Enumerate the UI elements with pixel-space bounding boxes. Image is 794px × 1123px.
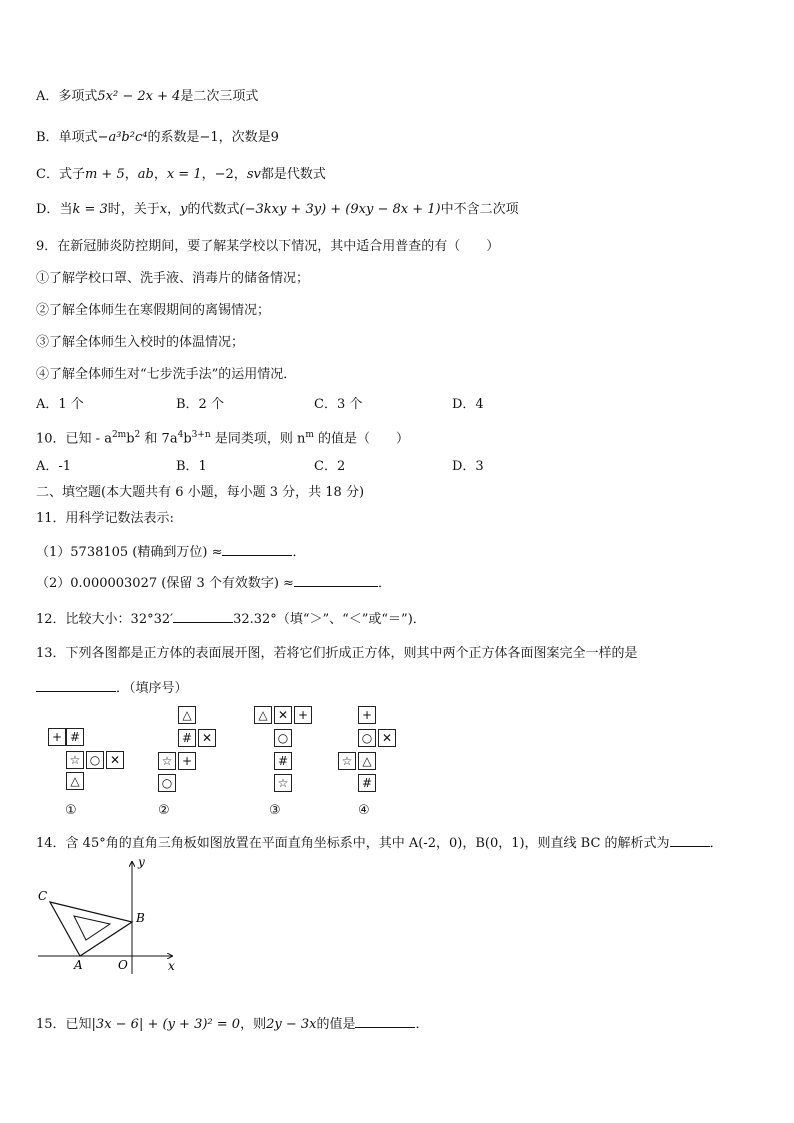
answer-blank[interactable]	[670, 832, 710, 847]
star-icon: ☆	[338, 752, 356, 770]
q11-stem: 11．用科学记数法表示:	[36, 511, 174, 526]
star-icon: ☆	[66, 751, 84, 769]
q10-option-d: D．3	[452, 459, 484, 474]
math-expr: x = 1	[166, 167, 202, 182]
q9-item-1: ①了解学校口罩、洗手液、消毒片的储备情况；	[36, 271, 310, 286]
math-expr: m + 5	[84, 167, 125, 182]
net-label-1: ①	[65, 803, 77, 818]
text: 都是代数式	[260, 167, 326, 182]
text: ．（填序号）	[116, 681, 188, 696]
cross-icon: ✕	[274, 706, 292, 724]
q9-option-b: B．2 个	[176, 397, 224, 412]
text: （填“＞”、“＜”或“＝”)．	[276, 612, 426, 627]
cross-icon: ✕	[198, 729, 216, 747]
text: 14．含 45°角的直角三角板如图放置在平面直角坐标系中，其中 A(-2，0)，B(0，1)，则直线 BC 的解析式为	[36, 836, 670, 851]
label-O: O	[118, 958, 128, 972]
star-icon: ☆	[274, 774, 292, 792]
text: b	[183, 431, 192, 447]
q9-stem: 9．在新冠肺炎防控期间，要了解某学校以下情况，其中适合用普查的有（ ）	[36, 239, 500, 254]
label-C: C	[38, 889, 48, 903]
text: 单项式	[58, 130, 98, 145]
q8-option-b	[36, 129, 279, 147]
q15	[36, 1013, 428, 1034]
math-expr: 5x² − 2x + 4	[97, 89, 181, 104]
triangle-ruler-inner	[74, 916, 110, 940]
text: 的值是（ ）	[313, 431, 410, 447]
q10-stem	[36, 426, 409, 448]
text: b	[126, 431, 135, 447]
q9-option-d: D．4	[452, 397, 484, 412]
math-expr: sv	[246, 167, 261, 182]
q9-option-a: A．1 个	[36, 397, 84, 412]
math-expr: (−3kxy + 3y) + (9xy − 8x + 1)	[239, 202, 441, 217]
text: 10．已知 - a	[36, 431, 112, 447]
coordinate-figure	[30, 852, 200, 980]
section-heading: 二、填空题(本大题共有 6 小题，每小题 3 分，共 18 分)	[36, 485, 365, 500]
text: ，次数是	[218, 130, 271, 145]
label-x: x	[168, 959, 175, 973]
math-expr: k = 3	[72, 202, 108, 217]
text: 和 7a	[140, 431, 178, 447]
math-var: x	[159, 202, 168, 217]
q9-item-2: ②了解全体师生在寒假期间的离锡情况；	[36, 303, 271, 318]
text: ．	[292, 545, 306, 560]
q8-option-a	[36, 88, 258, 106]
cross-icon: ✕	[378, 729, 396, 747]
q8-option-c: C．式子m + 5，ab，x = 1，−2，sv都是代数式	[36, 167, 326, 182]
triangle-icon: △	[254, 706, 272, 724]
option-label: B．	[36, 130, 59, 145]
circle-icon: ○	[274, 729, 292, 747]
net-label-3: ③	[269, 803, 281, 818]
exponent: 2m	[111, 430, 127, 440]
exponent: 2	[134, 430, 141, 440]
triangle-ruler-outer	[50, 902, 132, 956]
circle-icon: ○	[86, 751, 104, 769]
text: ．	[377, 576, 391, 591]
label-A: A	[74, 958, 83, 972]
text: 12．比较大小：	[36, 612, 131, 627]
answer-blank[interactable]	[294, 572, 378, 587]
text: （2）0.000003027 (保留 3 个有效数字) ≈	[36, 576, 294, 591]
triangle-icon: △	[358, 752, 376, 770]
hash-icon: #	[178, 729, 196, 747]
math-value: 32.32°	[233, 612, 277, 627]
plus-icon: +	[178, 752, 196, 770]
q10-option-c: C．2	[314, 459, 346, 474]
text: 当	[59, 202, 73, 217]
math-expr: −2	[214, 167, 234, 182]
q8-option-d: D．当k = 3时，关于x，y的代数式(−3kxy + 3y) + (9xy − 8x + 1)中不含二次项	[36, 202, 519, 217]
q10-option-b: B．1	[176, 459, 207, 474]
text: ．	[709, 836, 723, 851]
text: 的值是	[316, 1017, 356, 1032]
math-expr: ab	[137, 167, 154, 182]
plus-icon: +	[48, 728, 66, 746]
math-var: y	[180, 202, 188, 217]
label-B: B	[136, 911, 145, 925]
circle-icon: ○	[158, 774, 176, 792]
text: 是同类项，则 n	[210, 431, 306, 447]
answer-blank[interactable]	[36, 677, 116, 692]
q11-part-2	[36, 572, 391, 593]
math-value: 32°32′	[130, 612, 174, 627]
text: 15．已知	[36, 1017, 92, 1032]
q13-stem: 13．下列各图都是正方体的表面展开图，若将它们折成正方体，则其中两个正方体各面图案完全一样的是	[36, 646, 638, 661]
plus-icon: +	[294, 706, 312, 724]
exponent: 4	[177, 430, 184, 440]
answer-blank[interactable]	[173, 608, 233, 623]
text: ．	[415, 1017, 429, 1032]
text: （1）5738105 (精确到万位) ≈	[36, 545, 223, 560]
text: 的系数是	[147, 130, 200, 145]
math-expr: |3x − 6| + (y + 3)² = 0	[91, 1017, 241, 1032]
text: 时，关于	[107, 202, 160, 217]
q13-tail	[36, 677, 188, 698]
net-label-2: ②	[158, 803, 170, 818]
circle-icon: ○	[358, 729, 376, 747]
math-expr: −a³b²c⁴	[97, 130, 148, 145]
text: 式子	[58, 167, 85, 182]
exponent: 3+n	[191, 430, 211, 440]
text: ，则	[240, 1017, 267, 1032]
text: 是二次三项式	[180, 89, 259, 104]
q12	[36, 608, 426, 629]
triangle-icon: △	[178, 706, 196, 724]
option-label: A．	[36, 89, 59, 104]
answer-blank[interactable]	[355, 1013, 415, 1028]
star-icon: ☆	[158, 752, 176, 770]
text: 的代数式	[187, 202, 240, 217]
hash-icon: #	[358, 774, 376, 792]
q9-item-3: ③了解全体师生入校时的体温情况；	[36, 335, 245, 350]
hash-icon: #	[66, 728, 84, 746]
text: 多项式	[58, 89, 98, 104]
hash-icon: #	[274, 752, 292, 770]
option-label: C．	[36, 167, 59, 182]
math-value: −1	[199, 130, 219, 145]
math-value: 9	[270, 130, 279, 145]
q10-option-a: A．-1	[36, 459, 72, 474]
cross-icon: ✕	[106, 751, 124, 769]
answer-blank[interactable]	[222, 541, 292, 556]
q14-stem	[36, 832, 723, 853]
q9-item-4: ④了解全体师生对“七步洗手法”的运用情况．	[36, 367, 297, 382]
q11-part-1	[36, 541, 306, 562]
exponent: m	[305, 430, 314, 440]
triangle-icon: △	[66, 772, 84, 790]
q9-option-c: C．3 个	[314, 397, 363, 412]
math-expr: 2y − 3x	[266, 1017, 317, 1032]
net-label-4: ④	[358, 803, 370, 818]
text: 中不含二次项	[440, 202, 519, 217]
option-label: D．	[36, 202, 60, 217]
plus-icon: +	[358, 706, 376, 724]
label-y: y	[138, 855, 145, 869]
